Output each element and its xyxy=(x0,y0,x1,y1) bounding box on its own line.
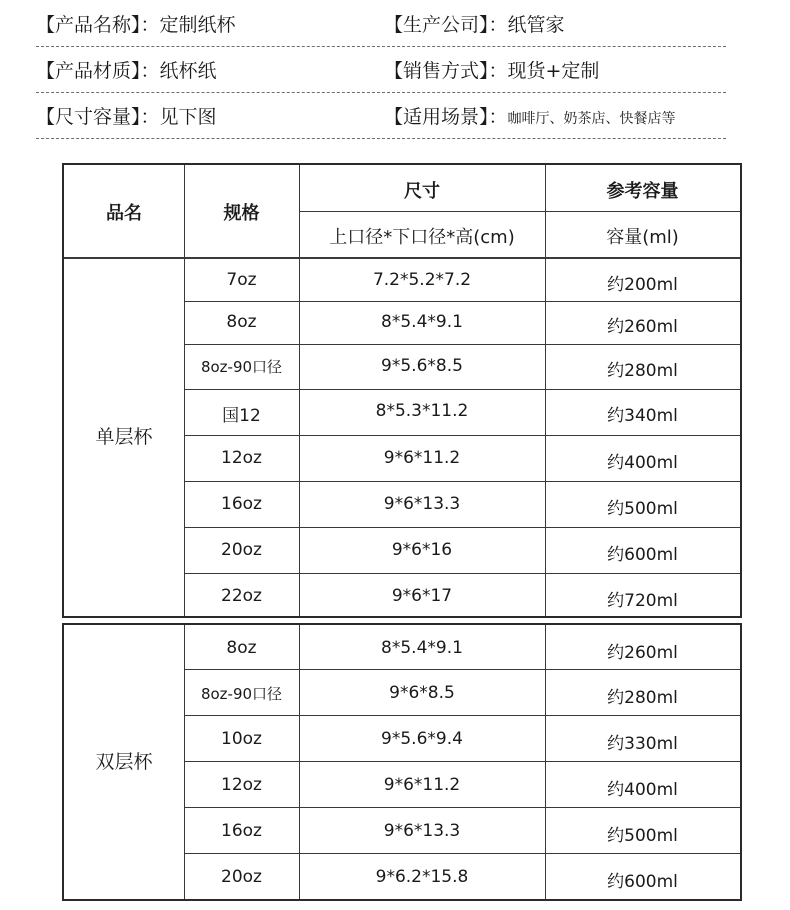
cell-capacity: 约200ml xyxy=(607,275,678,295)
cell-spec: 8oz-90口径 xyxy=(200,358,283,376)
dashed-divider xyxy=(36,138,726,139)
row-divider xyxy=(184,669,740,670)
info-size-capacity xyxy=(36,94,217,140)
info-row-size-scene xyxy=(36,94,726,140)
row-divider xyxy=(184,853,740,854)
cell-spec: 8oz xyxy=(226,638,257,658)
info-label: 【产品名称】 xyxy=(36,14,141,36)
info-product-name xyxy=(36,2,236,48)
cell-size: 9*6*17 xyxy=(391,586,453,606)
cell-spec: 16oz xyxy=(221,494,262,514)
dashed-divider xyxy=(36,92,726,93)
cell-size: 7.2*5.2*7.2 xyxy=(372,270,472,290)
cell-spec: 12oz xyxy=(221,775,262,795)
info-value: ： xyxy=(488,106,508,128)
row-divider xyxy=(184,301,740,302)
row-divider xyxy=(184,761,740,762)
cell-spec: 国12 xyxy=(222,406,261,426)
cell-size: 9*6*13.3 xyxy=(383,494,461,514)
cell-spec: 8oz-90口径 xyxy=(200,685,283,703)
cell-spec: 8oz xyxy=(226,312,257,332)
cell-capacity: 约600ml xyxy=(607,872,678,892)
col-divider xyxy=(184,625,185,899)
header-size: 尺寸 xyxy=(404,181,440,202)
cell-capacity: 约400ml xyxy=(607,453,678,473)
cell-spec: 12oz xyxy=(221,448,262,468)
cell-capacity: 约330ml xyxy=(607,734,678,754)
info-row-name-company xyxy=(36,2,726,48)
cell-capacity: 约260ml xyxy=(607,643,678,663)
info-sales-method xyxy=(384,48,599,94)
info-value: ：定制纸杯 xyxy=(140,14,236,36)
cell-capacity: 约260ml xyxy=(607,317,678,337)
cell-spec: 20oz xyxy=(221,540,262,560)
row-divider xyxy=(184,807,740,808)
header-name: 品名 xyxy=(106,203,142,224)
row-divider xyxy=(184,435,740,436)
info-label: 【适用场景】 xyxy=(384,106,489,128)
info-value: ：纸杯纸 xyxy=(140,60,217,82)
info-label: 【销售方式】 xyxy=(384,60,489,82)
cell-size: 8*5.3*11.2 xyxy=(375,401,469,421)
info-usage-scene xyxy=(384,94,676,140)
info-label: 【生产公司】 xyxy=(384,14,489,36)
info-row-material-sales xyxy=(36,48,726,94)
cell-size: 9*6*13.3 xyxy=(383,821,461,841)
row-divider xyxy=(184,389,740,390)
cell-spec: 7oz xyxy=(226,270,257,290)
cell-size: 8*5.4*9.1 xyxy=(381,312,463,332)
header-capacity-sub: 容量(ml) xyxy=(606,227,679,248)
cell-size: 9*5.6*8.5 xyxy=(381,356,463,376)
row-divider xyxy=(184,344,740,345)
cell-size: 9*6*11.2 xyxy=(383,448,461,468)
spec-table-single xyxy=(62,163,742,618)
cell-spec: 10oz xyxy=(221,729,262,749)
info-company xyxy=(384,2,565,48)
cell-capacity: 约500ml xyxy=(607,499,678,519)
group-name-single: 单层杯 xyxy=(95,426,153,448)
row-divider xyxy=(184,715,740,716)
info-value: ：见下图 xyxy=(140,106,217,128)
info-label: 【产品材质】 xyxy=(36,60,141,82)
header-bottom xyxy=(64,257,740,259)
info-value: ：纸管家 xyxy=(488,14,565,36)
cell-size: 9*6.2*15.8 xyxy=(375,867,469,887)
cell-capacity: 约500ml xyxy=(607,826,678,846)
cell-capacity: 约600ml xyxy=(607,545,678,565)
row-divider xyxy=(184,481,740,482)
header-capacity: 参考容量 xyxy=(606,181,679,202)
cell-spec: 16oz xyxy=(221,821,262,841)
cell-size: 9*6*16 xyxy=(391,540,453,560)
info-note: 咖啡厅、奶茶店、快餐店等 xyxy=(507,111,676,127)
info-label: 【尺寸容量】 xyxy=(36,106,141,128)
group-name-double: 双层杯 xyxy=(95,751,153,773)
col-divider xyxy=(545,625,546,899)
dashed-divider xyxy=(36,46,726,47)
spec-table-double xyxy=(62,623,742,901)
row-divider xyxy=(184,573,740,574)
cell-spec: 22oz xyxy=(221,586,262,606)
cell-size: 9*5.6*9.4 xyxy=(381,729,463,749)
cell-capacity: 约400ml xyxy=(607,780,678,800)
cell-size: 9*6*8.5 xyxy=(389,683,455,703)
col-divider xyxy=(299,625,300,899)
info-material xyxy=(36,48,217,94)
cell-capacity: 约720ml xyxy=(607,591,678,611)
cell-spec: 20oz xyxy=(221,867,262,887)
cell-capacity: 约340ml xyxy=(607,406,678,426)
header-spec: 规格 xyxy=(223,203,260,224)
info-value: ：现货+定制 xyxy=(488,60,600,82)
header-subdivider xyxy=(300,211,740,212)
cell-capacity: 约280ml xyxy=(607,361,678,381)
cell-size: 8*5.4*9.1 xyxy=(381,638,463,658)
header-size-sub: 上口径*下口径*高(cm) xyxy=(329,227,515,248)
cell-capacity: 约280ml xyxy=(607,688,678,708)
cell-size: 9*6*11.2 xyxy=(383,775,461,795)
row-divider xyxy=(184,527,740,528)
